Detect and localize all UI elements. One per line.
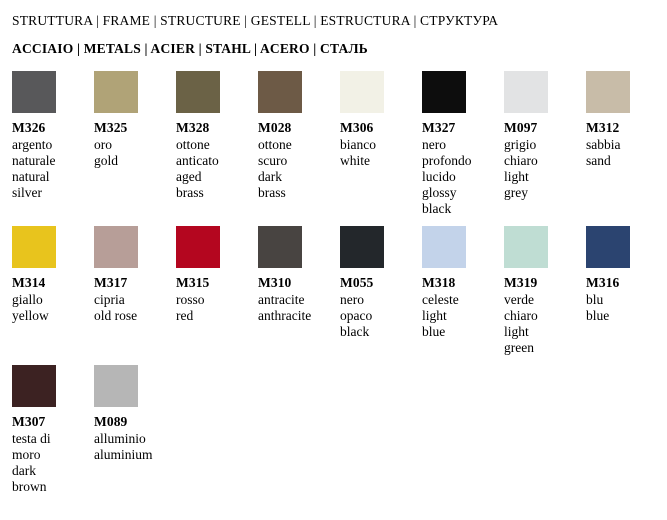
swatch-code: M306 [340, 120, 374, 135]
swatch-code: M326 [12, 120, 46, 135]
swatch-names [176, 292, 258, 324]
swatch-cell[interactable] [504, 226, 586, 356]
swatch-name-line: aged [176, 169, 202, 184]
swatch-names [586, 292, 667, 324]
swatch-name-line: white [340, 153, 370, 168]
swatch-row [12, 365, 659, 495]
color-swatch [176, 226, 220, 268]
swatch-name-line: glossy [422, 185, 457, 200]
swatch-code: M317 [94, 275, 128, 290]
swatch-cell[interactable] [12, 226, 94, 324]
swatch-names [12, 431, 94, 495]
color-swatch [94, 365, 138, 407]
swatch-code: M327 [422, 120, 456, 135]
swatch-cell[interactable] [258, 71, 340, 201]
swatch-names [422, 292, 504, 340]
swatch-name-line: celeste [422, 292, 459, 307]
swatch-cell[interactable] [340, 226, 422, 340]
swatch-name-line: naturale [12, 153, 56, 168]
swatch-name-line: cipria [94, 292, 125, 307]
swatch-name-line: argento [12, 137, 53, 152]
swatch-cell[interactable] [504, 71, 586, 201]
page-title-structure: STRUTTURA | FRAME | STRUCTURE | GESTELL | ESTRUCTURA | СТРУКТУРА [12, 13, 499, 28]
swatch-name-line: red [176, 308, 194, 323]
swatch-code: M307 [12, 414, 46, 429]
swatch-name-line: anticato [176, 153, 219, 168]
swatch-code: M315 [176, 275, 210, 290]
swatch-name-line: blue [586, 308, 610, 323]
swatch-code: M310 [258, 275, 292, 290]
swatch-cell[interactable] [586, 71, 667, 169]
color-swatch [340, 226, 384, 268]
swatch-grid [12, 71, 659, 495]
swatch-name-line: verde [504, 292, 534, 307]
swatch-name-line: dark [258, 169, 282, 184]
swatch-name-line: lucido [422, 169, 456, 184]
swatch-name-line: natural [12, 169, 50, 184]
swatch-name-line: sand [586, 153, 611, 168]
swatch-name-line: yellow [12, 308, 49, 323]
swatch-names [12, 137, 94, 201]
swatch-cell[interactable] [94, 365, 176, 463]
swatch-name-line: moro [12, 447, 41, 462]
swatch-code: M055 [340, 275, 374, 290]
swatch-code: M314 [12, 275, 46, 290]
color-swatch [504, 226, 548, 268]
swatch-cell[interactable] [176, 71, 258, 201]
color-swatch [94, 71, 138, 113]
swatch-name-line: grey [504, 185, 528, 200]
swatch-name-line: old rose [94, 308, 138, 323]
swatch-name-line: chiaro [504, 153, 538, 168]
swatch-name-line: silver [12, 185, 42, 200]
swatch-row [12, 71, 659, 217]
swatch-cell[interactable] [422, 226, 504, 340]
swatch-code: M325 [94, 120, 128, 135]
color-swatch [504, 71, 548, 113]
swatch-cell[interactable] [12, 365, 94, 495]
swatch-name-line: brown [12, 479, 47, 494]
swatch-names [176, 137, 258, 201]
swatch-name-line: rosso [176, 292, 205, 307]
swatch-name-line: aluminium [94, 447, 153, 462]
color-swatch [258, 226, 302, 268]
swatch-name-line: black [340, 324, 370, 339]
swatch-cell[interactable] [586, 226, 667, 324]
swatch-name-line: light [504, 169, 529, 184]
swatch-name-line: giallo [12, 292, 43, 307]
swatch-names [504, 137, 586, 201]
swatch-name-line: light [422, 308, 447, 323]
swatch-name-line: dark [12, 463, 36, 478]
swatch-names [12, 292, 94, 324]
swatch-name-line: alluminio [94, 431, 146, 446]
color-swatch [258, 71, 302, 113]
swatch-names [94, 431, 176, 463]
color-swatch [12, 71, 56, 113]
swatch-names [94, 292, 176, 324]
swatch-row [12, 226, 659, 356]
swatch-code: M328 [176, 120, 210, 135]
color-swatch [12, 365, 56, 407]
swatch-name-line: scuro [258, 153, 288, 168]
swatch-name-line: antracite [258, 292, 305, 307]
swatch-names [340, 137, 422, 169]
swatch-names [422, 137, 504, 217]
swatch-names [258, 137, 340, 201]
swatch-name-line: sabbia [586, 137, 621, 152]
swatch-cell[interactable] [340, 71, 422, 169]
swatch-name-line: chiaro [504, 308, 538, 323]
color-swatch [12, 226, 56, 268]
swatch-name-line: nero [340, 292, 364, 307]
swatch-name-line: ottone [258, 137, 292, 152]
swatch-name-line: blue [422, 324, 446, 339]
swatch-code: M097 [504, 120, 538, 135]
swatch-names [586, 137, 667, 169]
swatch-names [94, 137, 176, 169]
color-swatch [176, 71, 220, 113]
swatch-name-line: ottone [176, 137, 210, 152]
swatch-name-line: gold [94, 153, 119, 168]
swatch-name-line: testa di [12, 431, 51, 446]
swatch-cell[interactable] [258, 226, 340, 324]
color-swatch [422, 226, 466, 268]
swatch-code: M319 [504, 275, 538, 290]
swatch-code: M318 [422, 275, 456, 290]
color-swatch [586, 226, 630, 268]
swatch-name-line: bianco [340, 137, 376, 152]
swatch-names [258, 292, 340, 324]
swatch-code: M316 [586, 275, 620, 290]
swatch-name-line: grigio [504, 137, 537, 152]
swatch-name-line: blu [586, 292, 604, 307]
swatch-cell[interactable] [176, 226, 258, 324]
swatch-name-line: light [504, 324, 529, 339]
color-swatch [586, 71, 630, 113]
color-swatch [422, 71, 466, 113]
swatch-cell[interactable] [94, 71, 176, 169]
swatch-name-line: profondo [422, 153, 472, 168]
swatch-code: M028 [258, 120, 292, 135]
swatch-cell[interactable] [422, 71, 504, 217]
color-swatch [340, 71, 384, 113]
swatch-names [504, 292, 586, 356]
swatch-name-line: opaco [340, 308, 373, 323]
swatch-code: M312 [586, 120, 620, 135]
swatch-cell[interactable] [12, 71, 94, 201]
page-subtitle-steel: ACCIAIO | METALS | ACIER | STAHL | ACERO | СТАЛЬ [12, 41, 368, 56]
color-swatch [94, 226, 138, 268]
swatch-name-line: black [422, 201, 452, 216]
swatch-name-line: green [504, 340, 534, 355]
swatch-names [340, 292, 422, 340]
swatch-name-line: brass [176, 185, 204, 200]
swatch-name-line: brass [258, 185, 286, 200]
swatch-name-line: oro [94, 137, 112, 152]
swatch-name-line: anthracite [258, 308, 312, 323]
swatch-cell[interactable] [94, 226, 176, 324]
swatch-name-line: nero [422, 137, 446, 152]
swatch-code: M089 [94, 414, 128, 429]
